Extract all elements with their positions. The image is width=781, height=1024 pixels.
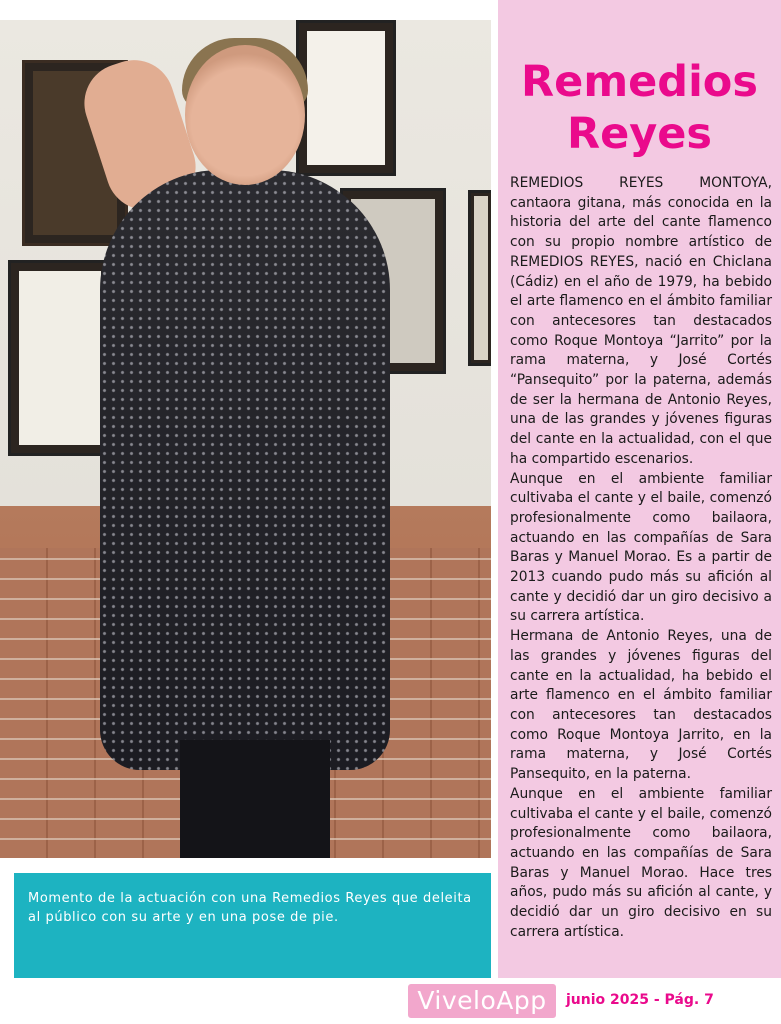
photo-caption: Momento de la actuación con una Remedios Reyes que deleita al público con su arte y en una pose de pie. xyxy=(28,891,472,925)
photo-caption-box xyxy=(14,873,491,978)
wall-frame-right xyxy=(468,190,491,366)
article-title-line1: Remedios xyxy=(521,57,758,107)
article-paragraph: Aunque en el ambiente familiar cultivaba el cante y el baile, comenzó profesionalmente como bailaora, actuando en las compañías de Sara Baras y Manuel Morao. Es a partir de 2013 cuando pudo más su afición al cante y decidió dar un giro decisivo a su carrera artística. xyxy=(510,470,772,625)
footer-page-info: junio 2025 - Pág. 7 xyxy=(566,992,714,1008)
dark-skirt xyxy=(180,740,330,858)
article-photo xyxy=(0,20,491,858)
article-sidebar xyxy=(498,0,781,978)
article-paragraph: Hermana de Antonio Reyes, una de las grandes y jóvenes figuras del cante en la actualidad, ha bebido el arte flamenco en el ámbito familiar con antecesores tan destacados como Roque Montoya Jarrito, en la rama materna, y José Cortés Pansequito, en la paterna. xyxy=(510,628,772,783)
singer-face xyxy=(185,45,305,185)
vivelo-app-logo: ViveloApp xyxy=(408,984,556,1018)
article-paragraph: REMEDIOS REYES MONTOYA, cantaora gitana, más conocida en la historia del arte del cante flamenco con su propio nombre artístico de REMEDIOS REYES, nació en Chiclana (Cádiz) en el año de 1979, ha bebido el arte flamenco en el ámbito familiar con antecesores tan destacados como Roque Montoya “Jarrito” por la rama materna, y José Cortés “Pansequito” por la paterna, además de ser la hermana de Antonio Reyes, una de las grandes y jóvenes figuras del cante en la actualidad, con el que ha compartido escenarios. xyxy=(510,175,772,467)
article-title xyxy=(498,56,781,160)
article-title-line2: Reyes xyxy=(566,109,713,159)
wall-frame-poster xyxy=(8,260,112,456)
wall-frame-certificate xyxy=(296,20,396,176)
article-paragraph: Aunque en el ambiente familiar cultivaba el cante y el baile, comenzó profesionalmente como bailaora, actuando en las compañías de Sara Baras y Manuel Morao. Hace tres años, pudo más su afición al cante, y decidió dar un giro decisivo en su carrera artística. xyxy=(510,785,772,940)
sequin-dress xyxy=(100,170,390,770)
article-body xyxy=(510,174,772,942)
